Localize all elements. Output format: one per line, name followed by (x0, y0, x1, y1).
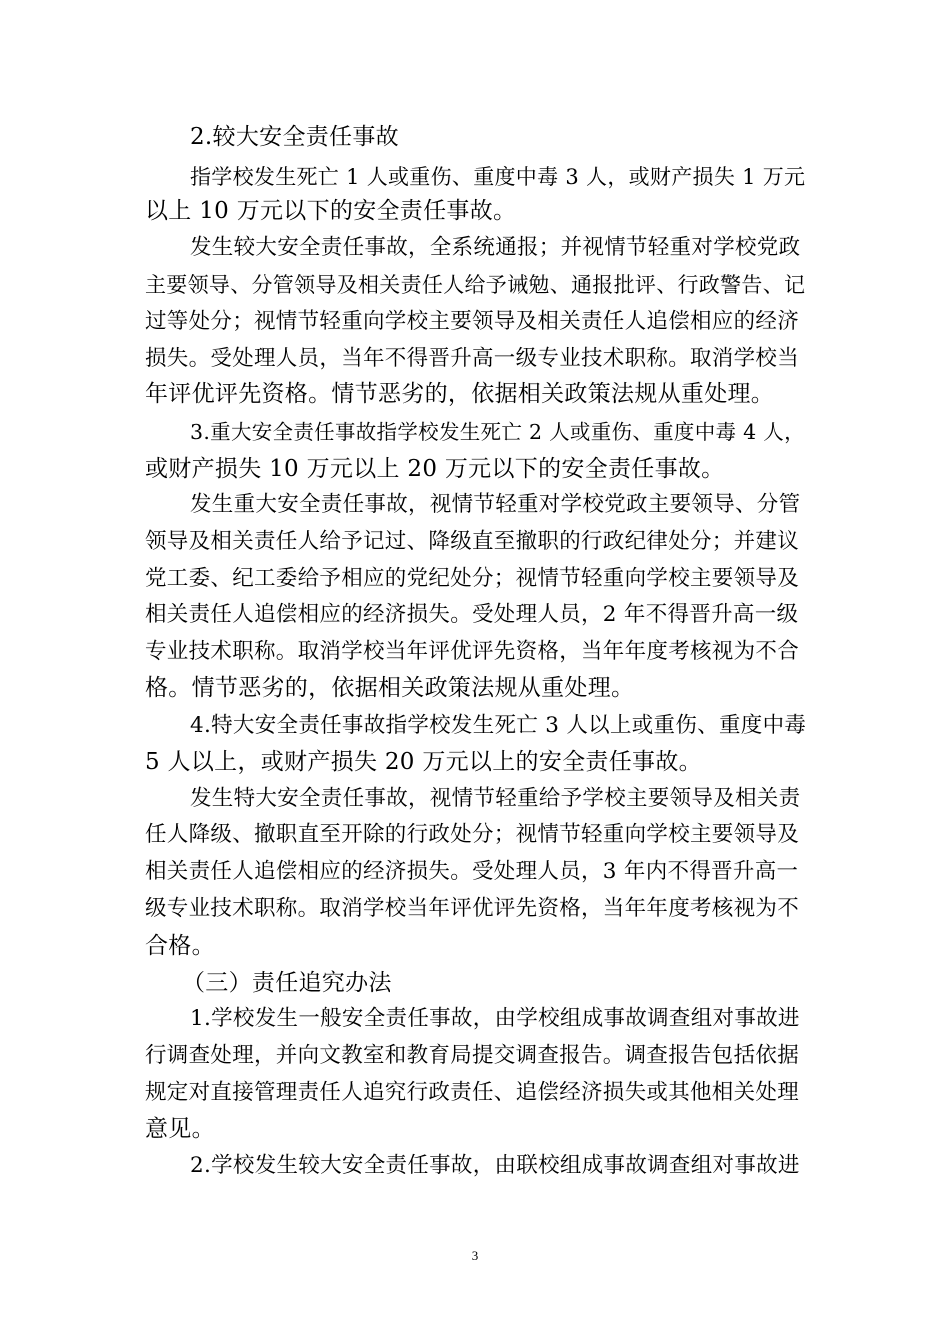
text-line: 合格。 (145, 933, 215, 959)
text-line: 发生重大安全责任事故，视情节轻重对学校党政主要领导、分管 (190, 492, 801, 517)
section-heading: （三）责任追究办法 (182, 970, 392, 996)
text-line: 损失。受处理人员，当年不得晋升高一级专业技术职称。取消学校当 (145, 346, 800, 371)
text-line: 任人降级、撤职直至开除的行政处分；视情节轻重向学校主要领导及 (145, 822, 800, 847)
text-line: 相关责任人追偿相应的经济损失。受处理人员，3 年内不得晋升高一 (145, 859, 799, 884)
text-line: 党工委、纪工委给予相应的党纪处分；视情节轻重向学校主要领导及 (145, 566, 800, 591)
text-line: 2.学校发生较大安全责任事故，由联校组成事故调查组对事故进 (190, 1153, 800, 1178)
text-line: 5 人以上，或财产损失 20 万元以上的安全责任事故。 (145, 749, 702, 775)
text-line: 发生特大安全责任事故，视情节轻重给予学校主要领导及相关责 (190, 786, 801, 811)
text-line: 领导及相关责任人给予记过、降级直至撤职的行政纪律处分；并建议 (145, 529, 800, 554)
page-number: 3 (471, 1248, 479, 1263)
text-line: 格。情节恶劣的，依据相关政策法规从重处理。 (145, 675, 635, 701)
text-line: 3.重大安全责任事故指学校发生死亡 2 人或重伤、重度中毒 4 人， (190, 420, 805, 444)
text-line: 相关责任人追偿相应的经济损失。受处理人员，2 年不得晋升高一级 (145, 602, 799, 627)
text-line: 指学校发生死亡 1 人或重伤、重度中毒 3 人，或财产损失 1 万元 (190, 165, 806, 189)
text-line: 或财产损失 10 万元以上 20 万元以下的安全责任事故。 (145, 456, 725, 482)
text-line: 4.特大安全责任事故指学校发生死亡 3 人以上或重伤、重度中毒 (190, 713, 807, 738)
text-line: 2.较大安全责任事故 (190, 124, 399, 150)
text-line: 行调查处理，并向文教室和教育局提交调查报告。调查报告包括依据 (145, 1043, 800, 1068)
text-line: 规定对直接管理责任人追究行政责任、追偿经济损失或其他相关处理 (145, 1080, 800, 1105)
text-line: 1.学校发生一般安全责任事故，由学校组成事故调查组对事故进 (190, 1006, 800, 1031)
text-line: 年评优评先资格。情节恶劣的，依据相关政策法规从重处理。 (145, 381, 775, 407)
text-line: 专业技术职称。取消学校当年评优评先资格，当年年度考核视为不合 (145, 639, 800, 664)
text-line: 主要领导、分管领导及相关责任人给予诫勉、通报批评、行政警告、记 (145, 273, 806, 297)
text-line: 级专业技术职称。取消学校当年评优评先资格，当年年度考核视为不 (145, 896, 800, 921)
text-line: 过等处分；视情节轻重向学校主要领导及相关责任人追偿相应的经济 (145, 309, 800, 334)
text-line: 发生较大安全责任事故，全系统通报；并视情节轻重对学校党政 (190, 235, 801, 260)
text-line: 意见。 (145, 1116, 215, 1142)
text-line: 以上 10 万元以下的安全责任事故。 (145, 198, 517, 224)
